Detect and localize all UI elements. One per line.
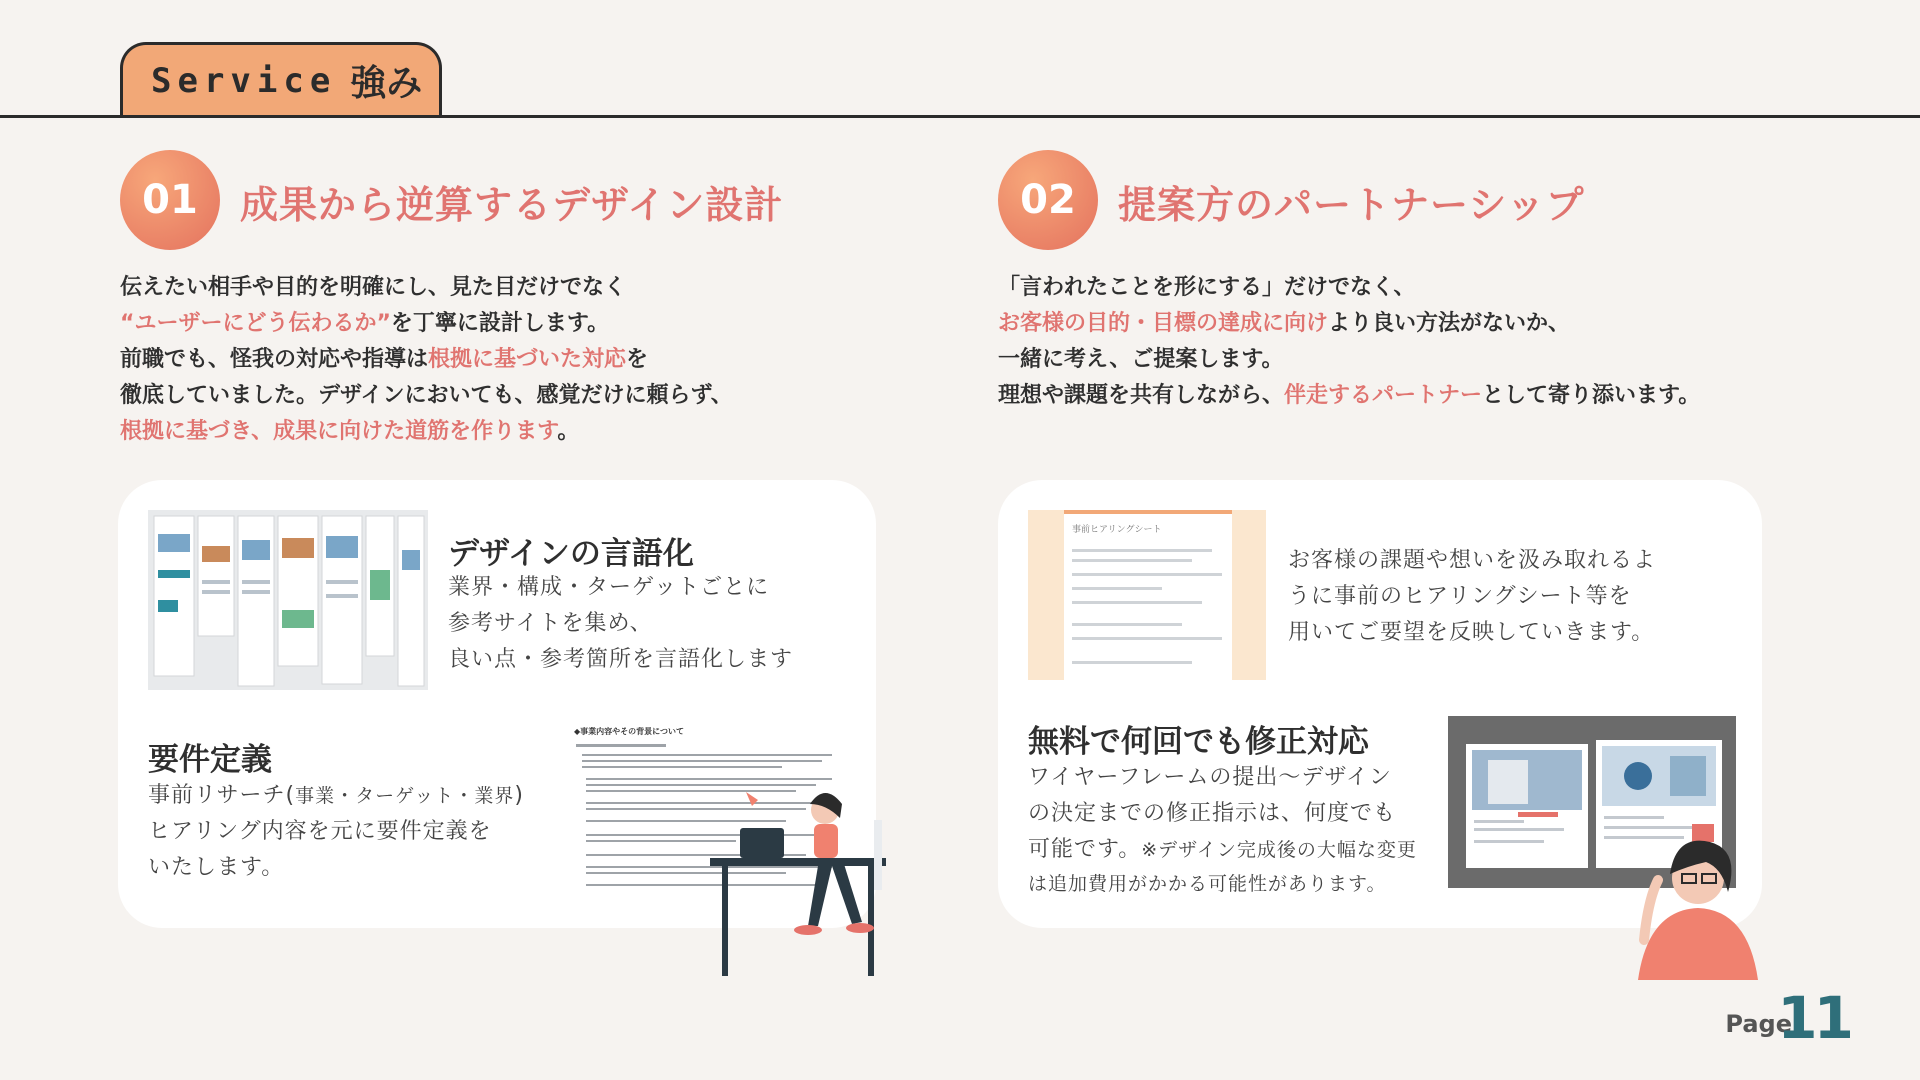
feature-text-line: うに事前のヒアリングシート等を (1288, 584, 1632, 609)
feature-text-line: 業界・構成・ターゲットごとに (448, 575, 770, 600)
description-line (120, 342, 733, 378)
thinking-woman-illustration (1618, 830, 1768, 980)
page-number: 11 (1777, 984, 1850, 1052)
feature-text-line: の決定までの修正指示は、何度でも (1028, 801, 1397, 826)
hearing-sheet-title: 事前ヒアリングシート (1072, 525, 1162, 535)
text-segment: より良い方法がないか、 (1328, 311, 1571, 336)
section-title: 成果から逆算するデザイン設計 (240, 183, 784, 227)
feature-text-line: 用いてご要望を反映していきます。 (1288, 620, 1655, 645)
feature-text-line: 事前リサーチ(事業・ターゲット・業界) (148, 783, 524, 808)
text-segment: 徹底していました。デザインにおいても、感覚だけに頼らず、 (120, 383, 733, 408)
section-description (998, 270, 1700, 414)
highlighted-text: 根拠に基づいた対応 (428, 347, 627, 372)
highlighted-text: “ユーザーにどう伝わるか” (120, 311, 391, 336)
text-segment: 一緒に考え、ご提案します。 (998, 347, 1284, 372)
collage-graphic (148, 510, 428, 690)
person-at-desk-illustration (690, 780, 920, 980)
section-number-badge: 01 (120, 150, 220, 250)
description-line (120, 414, 733, 450)
sheet-lines-graphic (1064, 543, 1232, 680)
header-divider (0, 115, 1920, 118)
tab-label-en: Service (151, 60, 337, 101)
document-heading: ◆事業内容やその背景について (574, 727, 684, 736)
description-line (998, 342, 1700, 378)
text-segment: 前職でも、怪我の対応や指導は (120, 347, 429, 372)
section-number-badge: 02 (998, 150, 1098, 250)
feature-text-line: 参考サイトを集め、 (448, 611, 653, 636)
feature-text-line: ヒアリング内容を元に要件定義を (148, 819, 492, 844)
feature-text-line: いたします。 (148, 855, 285, 880)
description-line (120, 306, 733, 342)
text-segment: を丁寧に設計します。 (390, 311, 610, 336)
highlighted-text: 根拠に基づき、成果に向けた道筋を作ります (120, 419, 558, 444)
description-line (120, 378, 733, 414)
feature-note-line: は追加費用がかかる可能性があります。 (1028, 873, 1387, 895)
feature-title: 無料で何回でも修正対応 (1028, 724, 1369, 760)
text-segment: 「言われたことを形にする」だけでなく、 (998, 275, 1416, 300)
text-segment: 伝えたい相手や目的を明確にし、見た目だけでなく (120, 275, 627, 300)
page-label: Page (1725, 1010, 1792, 1038)
feature-text-line: お客様の課題や想いを汲み取れるよ (1288, 548, 1657, 573)
section-tab (120, 42, 442, 116)
hearing-sheet-image (1028, 510, 1266, 680)
highlighted-text: 伴走するパートナー (1284, 383, 1483, 408)
description-line (998, 270, 1700, 306)
description-line (998, 378, 1700, 414)
section-title: 提案方のパートナーシップ (1118, 183, 1585, 227)
section-description (120, 270, 733, 450)
feature-title: 要件定義 (148, 742, 272, 778)
text-segment: を (626, 347, 649, 372)
text-segment: 理想や課題を共有しながら、 (998, 383, 1285, 408)
text-segment: として寄り添います。 (1482, 383, 1701, 408)
text-segment: 。 (557, 419, 580, 444)
feature-title: デザインの言語化 (448, 536, 694, 572)
feature-text-line: ワイヤーフレームの提出〜デザイン (1028, 765, 1392, 790)
feature-text-line: 可能です。※デザイン完成後の大幅な変更 (1028, 837, 1417, 862)
reference-sites-collage (148, 510, 428, 690)
description-line (998, 306, 1700, 342)
tab-label-ja: 強み (350, 63, 423, 104)
highlighted-text: お客様の目的・目標の達成に向け (998, 311, 1329, 336)
feature-text-line: 良い点・参考箇所を言語化します (448, 647, 794, 672)
description-line (120, 270, 733, 306)
